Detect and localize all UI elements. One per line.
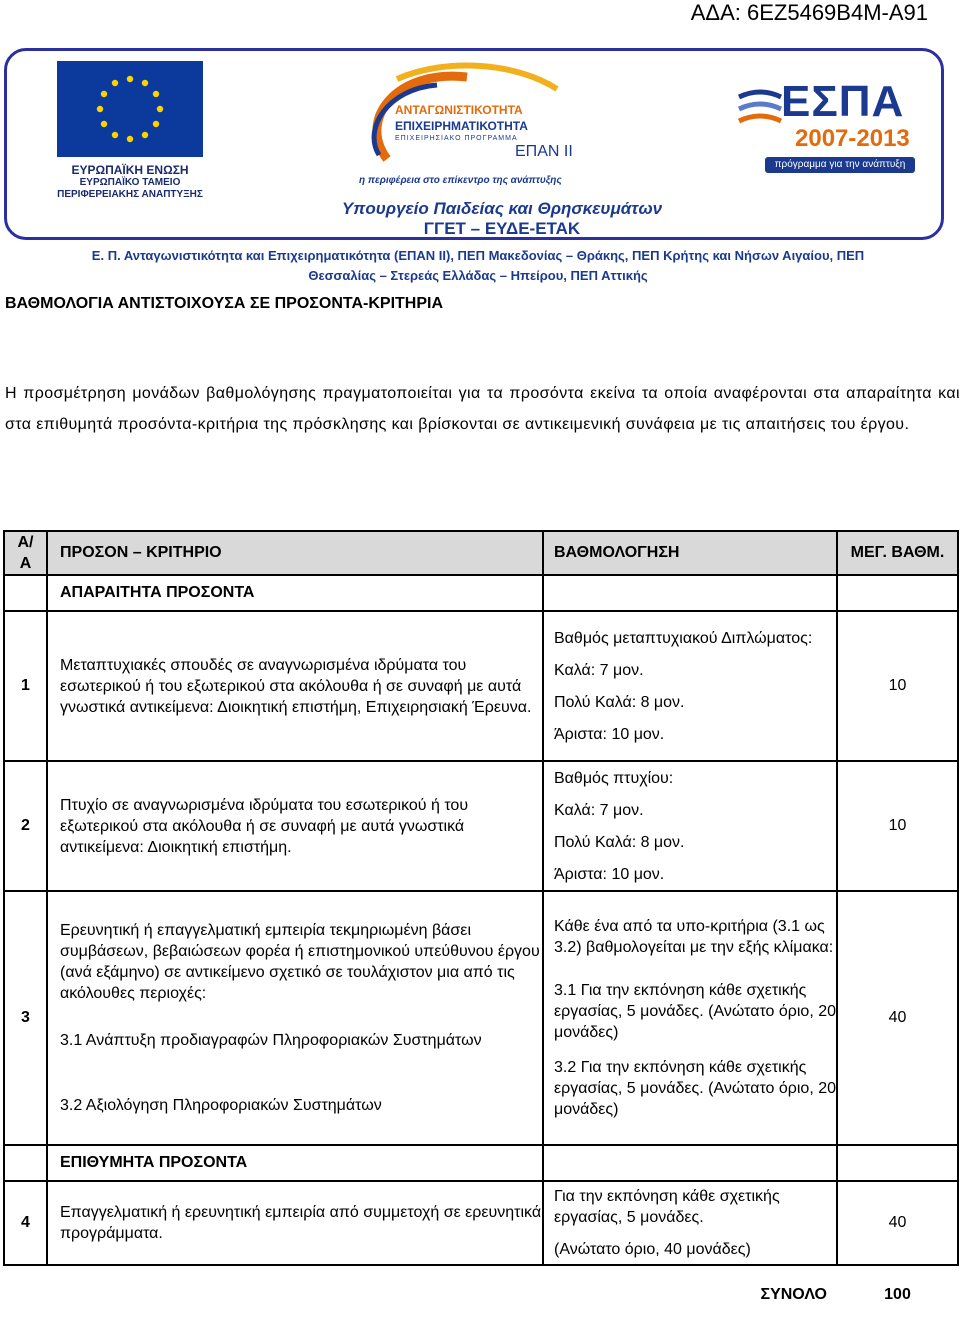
row-scoring-1: Καλά: 7 μον. xyxy=(554,801,644,819)
table-row xyxy=(4,1181,958,1265)
row-num: 4 xyxy=(4,1181,47,1265)
table-header-row xyxy=(4,531,958,575)
header-scoring: ΒΑΘΜΟΛΟΓΗΣΗ xyxy=(543,531,837,575)
section-required-label: ΑΠΑΡΑΙΤΗΤΑ ΠΡΟΣΟΝΤΑ xyxy=(47,575,543,611)
row-max: 10 xyxy=(837,611,958,761)
total-row xyxy=(4,1265,958,1324)
row-criterion: Μεταπτυχιακές σπουδές σε αναγνωρισμένα ιδρύματα του εσωτερικού ή του εξωτερικού στα ακόλουθα ή σε συναφή με αυτά γνωστικά αντικείμενα: Διοικητική επιστήμη, Επιχειρησιακή Έρευνα. xyxy=(60,656,532,716)
espa-title: ΕΣΠΑ xyxy=(781,77,905,126)
table-row xyxy=(4,761,958,891)
header-num-2: Α xyxy=(19,555,32,572)
program-line-3: ΕΠΙΧΕΙΡΗΣΙΑΚΟ ΠΡΟΓΡΑΜΜΑ xyxy=(395,135,518,142)
epan-logo xyxy=(357,59,607,189)
row-scoring-3: Άριστα: 10 μον. xyxy=(554,725,665,743)
section-required-row xyxy=(4,575,958,611)
row-scoring-title: Βαθμός πτυχίου: xyxy=(554,769,674,787)
espa-waves-icon xyxy=(735,87,785,137)
program-line-2: ΕΠΙΧΕΙΡΗΜΑΤΙΚΟΤΗΤΑ xyxy=(395,119,528,133)
header-criterion: ΠΡΟΣΟΝ – ΚΡΙΤΗΡΙΟ xyxy=(47,531,543,575)
row-scoring-3: Άριστα: 10 μον. xyxy=(554,865,665,883)
section-desired-row xyxy=(4,1145,958,1181)
row-scoring-intro: Κάθε ένα από τα υπο-κριτήρια (3.1 ως 3.2) βαθμολογείται με την εξής κλίμακα: xyxy=(554,918,834,956)
row-num: 3 xyxy=(4,891,47,1145)
page-heading: ΒΑΘΜΟΛΟΓΙΑ ΑΝΤΙΣΤΟΙΧΟΥΣΑ ΣΕ ΠΡΟΣΟΝΤΑ-ΚΡΙΤΗΡΙΑ xyxy=(5,295,444,312)
section-desired-label: ΕΠΙΘΥΜΗΤΑ ΠΡΟΣΟΝΤΑ xyxy=(47,1145,543,1181)
program-slogan: η περιφέρεια στο επίκεντρο της ανάπτυξης xyxy=(359,175,562,186)
eu-fund-2: ΠΕΡΙΦΕΡΕΙΑΚΗΣ ΑΝΑΠΤΥΞΗΣ xyxy=(57,189,203,200)
row-max: 10 xyxy=(837,761,958,891)
intro-paragraph: Η προσμέτρηση μονάδων βαθμολόγησης πραγματοποιείται για τα προσόντα εκείνα τα οποία αναφέρονται στα απαραίτητα και στα επιθυμητά προσόντα-κριτήρια της πρόσκλησης και βρίσκονται σε αντικειμενική συνάφεια με τις απαιτήσεις του έργου. xyxy=(5,385,960,433)
row-scoring-2: Πολύ Καλά: 8 μον. xyxy=(554,833,685,851)
espa-slogan: πρόγραμμα για την ανάπτυξη xyxy=(765,157,915,173)
row-sub-criterion-2: 3.2 Αξιολόγηση Πληροφοριακών Συστημάτων xyxy=(60,1097,382,1114)
program-short: ΕΠΑΝ ΙΙ xyxy=(515,143,573,160)
row-criterion: Πτυχίο σε αναγνωρισμένα ιδρύματα του εσωτερικού ή του εξωτερικού στα ακόλουθα ή σε συναφή με αυτά γνωστικά αντικείμενα: Διοικητική επιστήμη. xyxy=(60,796,469,856)
row-scoring-title: Βαθμός μεταπτυχιακού Διπλώματος: xyxy=(554,629,813,647)
ada-code: ΑΔΑ: 6ΕΖ5469Β4Μ-Α91 xyxy=(690,0,928,25)
espa-logo xyxy=(735,73,935,203)
row-scoring-1: Για την εκπόνηση κάθε σχετικής εργασίας, 5 μονάδες. xyxy=(554,1188,780,1226)
total-value: 100 xyxy=(884,1286,911,1303)
funding-line-1: Ε. Π. Ανταγωνιστικότητα και Επιχειρηματικότητα (ΕΠΑΝ ΙΙ), ΠΕΠ Μακεδονίας – Θράκης, ΠΕΠ Κρήτης και Νήσων Αιγαίου, ΠΕΠ xyxy=(91,248,865,263)
row-max: 40 xyxy=(837,891,958,1145)
header-num xyxy=(4,531,47,575)
header-max: ΜΕΓ. ΒΑΘΜ. xyxy=(837,531,958,575)
criteria-table xyxy=(3,530,959,1324)
row-criterion: Επαγγελματική ή ερευνητική εμπειρία από συμμετοχή σε ερευνητικά προγράμματα. xyxy=(60,1204,542,1242)
eu-logo xyxy=(55,61,205,201)
eu-fund-1: ΕΥΡΩΠΑΪΚΟ ΤΑΜΕΙΟ xyxy=(79,177,181,188)
header-num-1: Α/ xyxy=(17,534,34,551)
row-sub-criterion-1: 3.1 Ανάπτυξη προδιαγραφών Πληροφοριακών Συστημάτων xyxy=(60,1032,482,1049)
ministry-line-2: ΓΓΕΤ – ΕΥΔΕ-ΕΤΑΚ xyxy=(423,219,581,238)
row-scoring-sub-1: 3.1 Για την εκπόνηση κάθε σχετικής εργασίας, 5 μονάδες. (Ανώτατο όριο, 20 μονάδες) xyxy=(554,982,837,1041)
ministry-label xyxy=(277,199,727,239)
row-num: 2 xyxy=(4,761,47,891)
funding-line-2: Θεσσαλίας – Στερεάς Ελλάδας – Ηπείρου, ΠΕΠ Αττικής xyxy=(308,268,648,283)
row-max: 40 xyxy=(837,1181,958,1265)
row-scoring-sub-2: 3.2 Για την εκπόνηση κάθε σχετικής εργασίας, 5 μονάδες. (Ανώτατο όριο, 20 μονάδες) xyxy=(554,1059,837,1118)
espa-years: 2007-2013 xyxy=(795,125,910,152)
table-row xyxy=(4,891,958,1145)
program-banner xyxy=(4,48,944,240)
row-num: 1 xyxy=(4,611,47,761)
row-scoring-1: Καλά: 7 μον. xyxy=(554,661,644,679)
eu-title: ΕΥΡΩΠΑΪΚΗ ΕΝΩΣΗ xyxy=(71,163,189,177)
ministry-line-1: Υπουργείο Παιδείας και Θρησκευμάτων xyxy=(341,199,663,218)
funding-programs xyxy=(28,246,928,286)
total-label: ΣΥΝΟΛΟ xyxy=(760,1286,827,1303)
program-line-1: ΑΝΤΑΓΩΝΙΣΤΙΚΟΤΗΤΑ xyxy=(395,103,523,117)
row-scoring-2: (Ανώτατο όριο, 40 μονάδες) xyxy=(554,1241,751,1258)
table-row xyxy=(4,611,958,761)
row-criterion: Ερευνητική ή επαγγελματική εμπειρία τεκμηριωμένη βάσει συμβάσεων, βεβαιώσεων φορέα ή επιστημονικού υπεύθυνου έργου (ανά εξάμηνο) σε αντικείμενο σχετικό σε τουλάχιστον μια από τις ακόλουθες περιοχές: xyxy=(60,922,540,1002)
eu-flag-icon xyxy=(57,61,203,157)
row-scoring-2: Πολύ Καλά: 8 μον. xyxy=(554,693,685,711)
